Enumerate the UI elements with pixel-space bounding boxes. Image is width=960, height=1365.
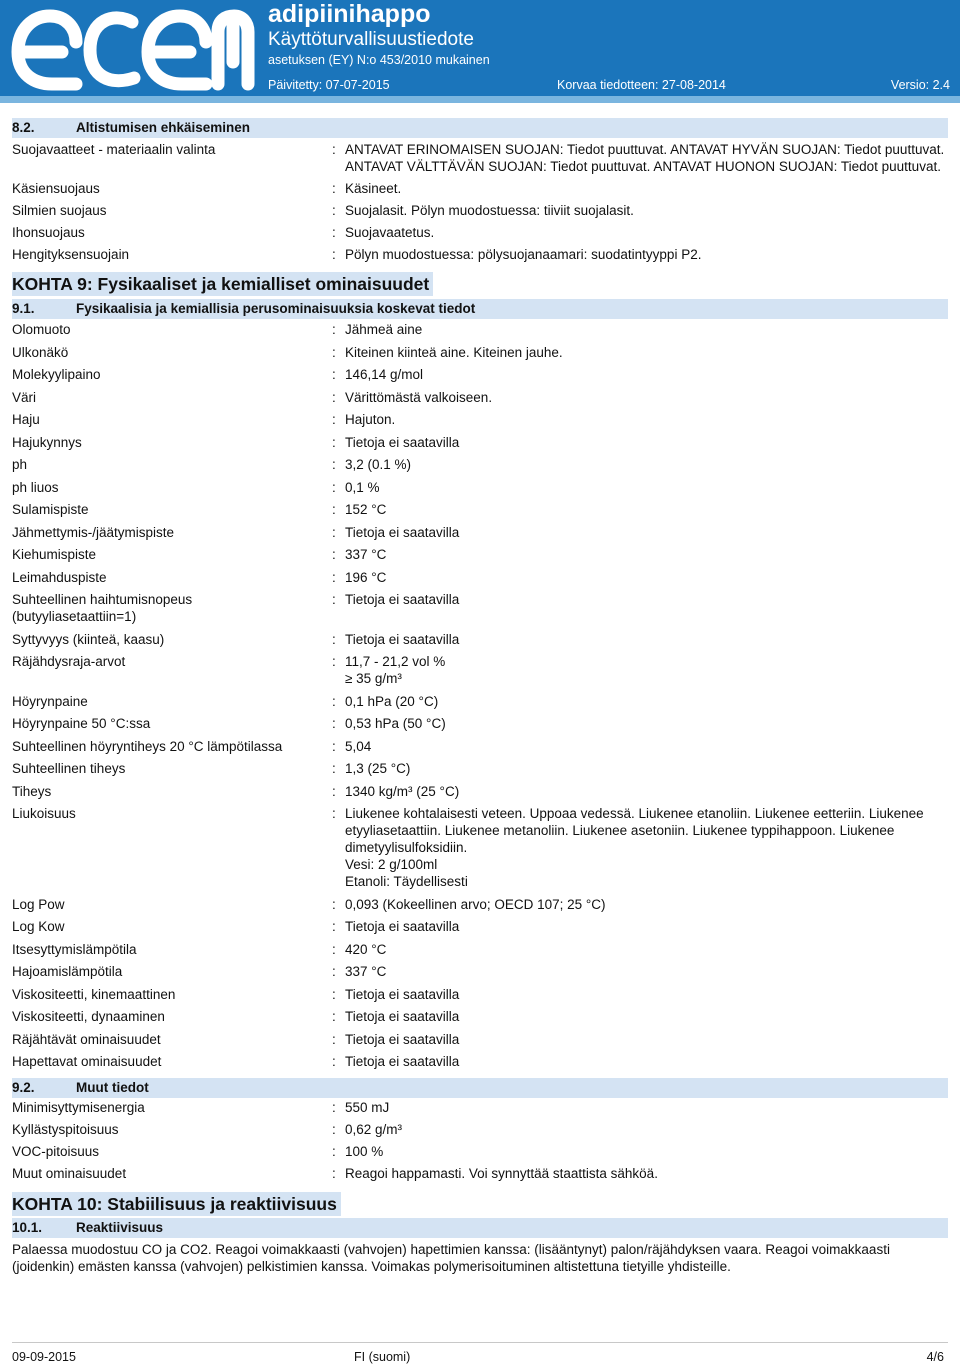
property-row [12, 1008, 948, 1025]
property-label: Räjähdysraja-arvot [12, 654, 126, 669]
property-value-line: Suojalasit. Pölyn muodostuessa: tiiviit suojalasit. [345, 203, 634, 218]
property-value [345, 569, 948, 586]
property-value-line: 0,53 hPa (50 °C) [345, 716, 446, 731]
property-row [12, 941, 948, 958]
property-value [345, 653, 948, 687]
product-name: adipiinihappo [268, 0, 431, 28]
separator-colon: : [332, 412, 336, 427]
property-value-line: Tietoja ei saatavilla [345, 592, 460, 607]
property-label: Käsiensuojaus [12, 181, 100, 196]
subsection-number: 9.2. [12, 1080, 35, 1095]
separator-colon: : [332, 592, 336, 607]
property-value [345, 479, 948, 496]
property-value-line: 337 °C [345, 964, 387, 979]
property-value [345, 918, 948, 935]
property-value [345, 986, 948, 1003]
property-value-line: 11,7 - 21,2 vol % [345, 654, 446, 669]
property-value [345, 344, 948, 361]
property-value-line: 550 mJ [345, 1100, 390, 1115]
property-value-line: Värittömästä valkoiseen. [345, 389, 493, 405]
property-value [345, 389, 948, 406]
property-value [345, 501, 948, 518]
property-row [12, 224, 948, 241]
property-label: Sulamispiste [12, 502, 89, 517]
property-row [12, 1053, 948, 1070]
subsection-number: 8.2. [12, 120, 35, 135]
property-value-line: Pölyn muodostuessa: pölysuojanaamari: suodatintyyppi P2. [345, 247, 702, 262]
separator-colon: : [332, 247, 336, 262]
property-label: Viskositeetti, dynaaminen [12, 1009, 165, 1024]
separator-colon: : [332, 225, 336, 240]
property-row [12, 738, 948, 755]
subsection-8-2-heading [12, 118, 948, 138]
property-label: Itsesyttymislämpötila [12, 941, 137, 957]
property-value [345, 1099, 948, 1116]
separator-colon: : [332, 322, 336, 337]
property-row [12, 693, 948, 710]
property-row [12, 631, 948, 648]
property-label: Suhteellinen tiheys [12, 761, 126, 776]
property-value [345, 246, 948, 263]
property-value-line: 196 °C [345, 569, 387, 585]
property-value [345, 321, 948, 338]
property-label: Haju [12, 412, 40, 427]
footer-date: 09-09-2015 [12, 1350, 76, 1364]
property-row [12, 180, 948, 197]
property-value [345, 366, 948, 383]
property-value [345, 896, 948, 913]
property-label: Väri [12, 389, 37, 405]
property-label: Muut ominaisuudet [12, 1166, 127, 1181]
property-value [345, 1031, 948, 1048]
document-body [12, 118, 948, 1275]
property-value [345, 715, 948, 732]
property-value [345, 546, 948, 563]
property-label: Syttyvyys (kiinteä, kaasu) [12, 631, 165, 647]
version-label: Versio: 2.4 [890, 78, 950, 92]
property-value [345, 411, 948, 428]
separator-colon: : [332, 1054, 336, 1069]
property-value-line: Tietoja ei saatavilla [345, 986, 460, 1002]
separator-colon: : [332, 142, 336, 157]
property-row [12, 501, 948, 518]
property-row [12, 918, 948, 935]
property-row [12, 1099, 948, 1116]
property-row [12, 246, 948, 263]
separator-colon: : [332, 896, 336, 912]
property-value [345, 456, 948, 473]
section-9-heading-wrap [12, 272, 948, 296]
section-10-heading-wrap [12, 1192, 948, 1216]
property-value [345, 760, 948, 777]
property-value-line: Tietoja ei saatavilla [345, 1054, 460, 1069]
property-row [12, 389, 948, 406]
property-row [12, 986, 948, 1003]
separator-colon: : [332, 738, 336, 754]
property-value-line: 3,2 (0.1 %) [345, 457, 412, 472]
property-value [345, 180, 948, 197]
property-label: VOC-pitoisuus [12, 1144, 100, 1159]
property-label: Leimahduspiste [12, 569, 107, 585]
subsection-number: 9.1. [12, 301, 35, 316]
property-value [345, 1165, 948, 1182]
property-value-line: 0,093 (Kokeellinen arvo; OECD 107; 25 °C) [345, 896, 606, 912]
property-label: ph liuos [12, 479, 59, 495]
separator-colon: : [332, 919, 336, 934]
property-value-line: 1,3 (25 °C) [345, 761, 411, 776]
separator-colon: : [332, 181, 336, 196]
separator-colon: : [332, 986, 336, 1002]
property-value-line: 0,1 hPa (20 °C) [345, 693, 439, 709]
property-row [12, 805, 948, 890]
property-label: Hajukynnys [12, 434, 82, 450]
property-row [12, 546, 948, 563]
property-row [12, 411, 948, 428]
property-value [345, 1121, 948, 1138]
subsection-title: Altistumisen ehkäiseminen [76, 120, 251, 135]
property-label: Räjähtävät ominaisuudet [12, 1031, 161, 1047]
separator-colon: : [332, 631, 336, 647]
separator-colon: : [332, 547, 336, 562]
property-value [345, 224, 948, 241]
separator-colon: : [332, 693, 336, 709]
property-value [345, 1008, 948, 1025]
exposure-controls-list [12, 141, 948, 263]
property-value [345, 805, 948, 890]
property-label: Höyrynpaine 50 °C:ssa [12, 716, 151, 731]
property-value-line: ≥ 35 g/m³ [345, 671, 402, 686]
property-value-line: 0,62 g/m³ [345, 1122, 403, 1137]
property-value-line: 420 °C [345, 941, 387, 957]
subsection-9-2-heading [12, 1078, 948, 1098]
property-label: Minimisyttymisenergia [12, 1100, 145, 1115]
subsection-number: 10.1. [12, 1220, 43, 1235]
separator-colon: : [332, 783, 336, 799]
property-value-line: Tietoja ei saatavilla [345, 1009, 460, 1024]
property-value-line: Liukenee kohtalaisesti veteen. Uppoaa vedessä. Liukenee etanoliin. Liukenee eetteriin. Liukenee etyyliasetaattiin. Liukenee metanoliin. Liukenee asetoniin. Liukenee typpihappoon. Liukenee dimetyylisulfoksidiin. [345, 806, 924, 855]
property-label: Kiehumispiste [12, 547, 97, 562]
property-value-line: Tietoja ei saatavilla [345, 524, 460, 540]
subsection-title: Fysikaalisia ja kemiallisia perusominaisuuksia koskevat tiedot [76, 301, 476, 316]
property-value [345, 202, 948, 219]
property-value-line: Jähmeä aine [345, 322, 423, 337]
property-label: Suojavaatteet - materiaalin valinta [12, 142, 216, 157]
separator-colon: : [332, 1144, 336, 1159]
property-row [12, 591, 948, 625]
property-value [345, 1053, 948, 1070]
regulation-note: asetuksen (EY) N:o 453/2010 mukainen [268, 53, 490, 67]
property-label: Kyllästyspitoisuus [12, 1122, 119, 1137]
property-row [12, 344, 948, 361]
property-label: Olomuoto [12, 322, 71, 337]
property-value-line: 0,1 % [345, 479, 380, 495]
property-row [12, 141, 948, 175]
property-row [12, 760, 948, 777]
footer-divider [12, 1342, 948, 1343]
property-value-line: Etanoli: Täydellisesti [345, 874, 468, 889]
property-label: Hajoamislämpötila [12, 964, 123, 979]
separator-colon: : [332, 761, 336, 776]
property-value-line: Hajuton. [345, 412, 396, 427]
separator-colon: : [332, 344, 336, 360]
property-value-line: ANTAVAT ERINOMAISEN SUOJAN: Tiedot puuttuvat. ANTAVAT HYVÄN SUOJAN: Tiedot puuttuvat. ANTAVAT VÄLTTÄVÄN SUOJAN: Tiedot puuttuvat. ANTAVAT HUONON SUOJAN: Tiedot puuttuvat. [345, 142, 945, 174]
property-value-line: Käsineet. [345, 181, 402, 196]
document-header [0, 0, 960, 103]
property-value-line: Tietoja ei saatavilla [345, 434, 460, 450]
separator-colon: : [332, 806, 336, 821]
property-value-line: Tietoja ei saatavilla [345, 919, 460, 934]
section-9-heading: KOHTA 9: Fysikaaliset ja kemialliset ominaisuudet [12, 272, 433, 296]
property-label: Höyrynpaine [12, 693, 88, 709]
separator-colon: : [332, 1166, 336, 1181]
property-label: Hengityksensuojain [12, 247, 130, 262]
property-label: Viskositeetti, kinemaattinen [12, 986, 176, 1002]
property-row [12, 783, 948, 800]
property-label: Tiheys [12, 783, 52, 799]
property-value [345, 141, 948, 175]
property-value-line: 146,14 g/mol [345, 367, 424, 382]
updated-date: Päivitetty: 07-07-2015 [268, 78, 390, 92]
property-value-line: 1340 kg/m³ (25 °C) [345, 783, 460, 799]
property-row [12, 202, 948, 219]
separator-colon: : [332, 941, 336, 957]
separator-colon: : [332, 1100, 336, 1115]
separator-colon: : [332, 569, 336, 585]
property-value [345, 941, 948, 958]
property-value [345, 591, 948, 608]
property-value-line: 100 % [345, 1144, 384, 1159]
property-label: Liukoisuus [12, 806, 76, 821]
footer-language: FI (suomi) [354, 1350, 411, 1364]
property-value-line: Kiteinen kiinteä aine. Kiteinen jauhe. [345, 344, 563, 360]
property-label: Molekyylipaino [12, 367, 101, 382]
separator-colon: : [332, 716, 336, 731]
property-label: Jähmettymis-/jäätymispiste [12, 524, 175, 540]
property-row [12, 524, 948, 541]
property-label: Suhteellinen haihtumisnopeus (butyyliasetaattiin=1) [12, 592, 193, 624]
property-row [12, 366, 948, 383]
separator-colon: : [332, 1122, 336, 1137]
reactivity-text: Palaessa muodostuu CO ja CO2. Reagoi voimakkaasti (vahvojen) hapettimien kanssa: (lisääntynyt) palon/räjähdyksen vaara. Reagoi voimakkaasti (joidenkin) emästen kanssa (vahvojen) pelkistimien kanssa. Voimakas polymerisoituminen altistettuna tietyille yhdisteille. [12, 1242, 890, 1274]
property-row [12, 1143, 948, 1160]
subsection-title: Reaktiivisuus [76, 1220, 164, 1235]
subsection-title: Muut tiedot [76, 1080, 149, 1095]
document-type: Käyttöturvallisuustiedote [268, 29, 474, 50]
property-row [12, 434, 948, 451]
property-label: Hapettavat ominaisuudet [12, 1054, 162, 1069]
separator-colon: : [332, 457, 336, 472]
separator-colon: : [332, 479, 336, 495]
property-value-line: Tietoja ei saatavilla [345, 1031, 460, 1047]
property-label: Log Pow [12, 896, 65, 912]
property-value [345, 963, 948, 980]
properties-list [12, 321, 948, 1070]
ecem-logo-icon [4, 2, 262, 96]
section-10-heading: KOHTA 10: Stabiilisuus ja reaktiivisuus [12, 1192, 341, 1216]
property-value [345, 693, 948, 710]
separator-colon: : [332, 434, 336, 450]
property-row [12, 715, 948, 732]
separator-colon: : [332, 524, 336, 540]
separator-colon: : [332, 1031, 336, 1047]
subsection-9-1-heading [12, 299, 948, 319]
separator-colon: : [332, 389, 336, 405]
header-accent-stripe [0, 96, 960, 103]
property-row [12, 1165, 948, 1182]
property-value-line: 337 °C [345, 547, 387, 562]
property-row [12, 653, 948, 687]
footer-page-number: 4/6 [926, 1350, 944, 1364]
property-value-line: Vesi: 2 g/100ml [345, 857, 438, 872]
property-label: Silmien suojaus [12, 203, 107, 218]
replaces-date: Korvaa tiedotteen: 27-08-2014 [557, 78, 726, 92]
property-row [12, 569, 948, 586]
separator-colon: : [332, 654, 336, 669]
property-value-line: Reagoi happamasti. Voi synnyttää staattista sähköä. [345, 1166, 658, 1181]
property-row [12, 963, 948, 980]
property-value-line: Suojavaatetus. [345, 225, 435, 240]
separator-colon: : [332, 367, 336, 382]
property-label: Ihonsuojaus [12, 225, 85, 240]
subsection-10-1-heading [12, 1218, 948, 1238]
property-row [12, 456, 948, 473]
property-row [12, 1031, 948, 1048]
property-label: Suhteellinen höyryntiheys 20 °C lämpötilassa [12, 738, 283, 754]
property-row [12, 896, 948, 913]
property-value [345, 783, 948, 800]
property-row [12, 321, 948, 338]
property-value-line: Tietoja ei saatavilla [345, 631, 460, 647]
separator-colon: : [332, 203, 336, 218]
property-value [345, 631, 948, 648]
property-label: ph [12, 457, 28, 472]
other-info-list [12, 1099, 948, 1182]
property-row [12, 479, 948, 496]
property-value [345, 1143, 948, 1160]
separator-colon: : [332, 502, 336, 517]
separator-colon: : [332, 1009, 336, 1024]
property-label: Log Kow [12, 919, 65, 934]
property-value-line: 5,04 [345, 738, 372, 754]
property-value [345, 434, 948, 451]
separator-colon: : [332, 964, 336, 979]
property-value [345, 738, 948, 755]
property-label: Ulkonäkö [12, 344, 69, 360]
property-value-line: 152 °C [345, 502, 387, 517]
property-row [12, 1121, 948, 1138]
property-value [345, 524, 948, 541]
